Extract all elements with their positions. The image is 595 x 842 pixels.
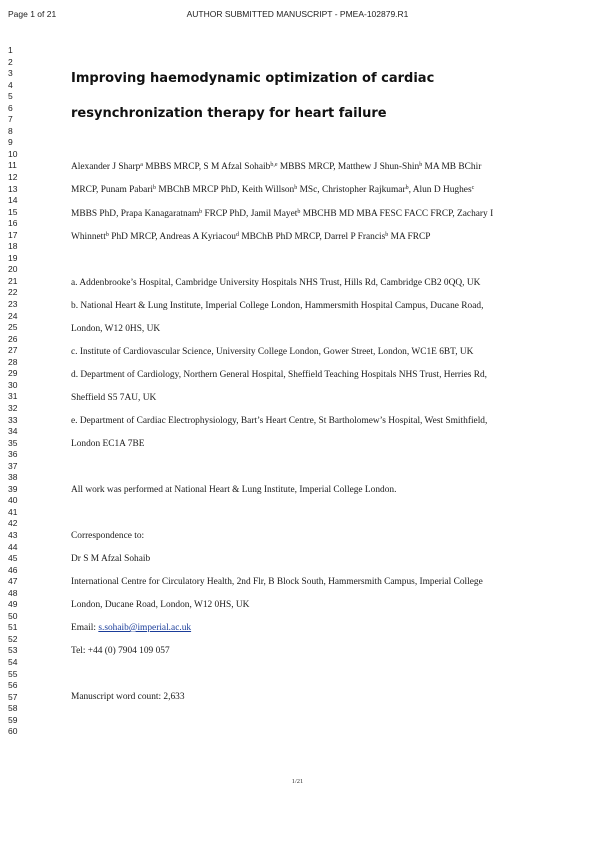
line-number: 17 — [8, 229, 18, 240]
line-number: 52 — [8, 633, 18, 644]
line-number: 6 — [8, 102, 13, 113]
page-footer: 1/21 — [291, 778, 304, 785]
line-number: 56 — [8, 680, 18, 691]
line-number: 16 — [8, 218, 18, 229]
line-number: 60 — [8, 726, 18, 737]
affiliation-e-line-2: London EC1A 7BE — [71, 439, 145, 449]
line-number: 45 — [8, 553, 18, 564]
line-number: 50 — [8, 610, 18, 621]
line-number: 35 — [8, 437, 18, 448]
affiliation-d-line-1: d. Department of Cardiology, Northern General Hospital, Sheffield Teaching Hospitals NHS Trust, Herries Rd, — [71, 370, 488, 380]
line-number: 10 — [8, 148, 18, 159]
line-number: 26 — [8, 333, 18, 344]
affiliation-c: c. Institute of Cardiovascular Science, University College London, Gower Street, London, WC1E 6BT, UK — [71, 347, 474, 357]
line-number: 46 — [8, 564, 18, 575]
correspondence-address-line-1: International Centre for Circulatory Health, 2nd Flr, B Block South, Hammersmith Campus, Imperial College — [71, 577, 483, 587]
line-number: 41 — [8, 506, 18, 517]
email-label: Email: — [71, 623, 99, 633]
line-number: 20 — [8, 264, 18, 275]
line-number: 11 — [8, 160, 17, 171]
line-number: 27 — [8, 345, 18, 356]
line-number: 47 — [8, 576, 18, 587]
line-number: 29 — [8, 368, 18, 379]
line-number: 42 — [8, 518, 18, 529]
author-line-3: MBBS PhD, Prapa Kanagaratnam$^b$ FRCP PhD, Jamil Mayet$^b$ MBCHB MD MBA FESC FACC FRCP, Zachary I — [71, 209, 494, 219]
line-number: 48 — [8, 587, 18, 598]
word-count: Manuscript word count: 2,633 — [71, 692, 185, 702]
line-number: 36 — [8, 449, 18, 460]
line-number: 13 — [8, 183, 18, 194]
affiliation-d-line-2: Sheffield S5 7AU, UK — [71, 393, 157, 403]
line-number: 54 — [8, 656, 18, 667]
line-number: 1 — [8, 45, 13, 55]
author-line-2: MRCP, Punam Pabari$^b$ MBChB MRCP PhD, Keith Willson$^b$ MSc, Christopher Rajkumar$^b$, Alun D Hughes$^c$ — [71, 185, 475, 195]
line-number: 28 — [8, 356, 18, 367]
line-number: 15 — [8, 206, 18, 217]
manuscript-header: AUTHOR SUBMITTED MANUSCRIPT - PMEA-102879.R1 — [186, 9, 409, 19]
author-line-1: Alexander J Sharp$^a$ MBBS MRCP, S M Afzal Sohaib$^{b,e}$ MBBS MRCP, Matthew J Shun-Shin$^b$ MA MB BChir — [71, 162, 482, 172]
paper-title-line-1: Improving haemodynamic optimization of cardiac — [71, 71, 435, 86]
line-number: 4 — [8, 79, 13, 90]
line-number: 38 — [8, 472, 18, 483]
line-number: 8 — [8, 125, 13, 136]
line-number: 5 — [8, 91, 13, 102]
line-number: 44 — [8, 541, 18, 552]
correspondence-tel: Tel: +44 (0) 7904 109 057 — [71, 646, 170, 656]
line-number: 32 — [8, 402, 18, 413]
line-number: 37 — [8, 460, 18, 471]
line-number: 9 — [8, 137, 13, 148]
line-number: 22 — [8, 287, 18, 298]
correspondence-address-line-2: London, Ducane Road, London, W12 0HS, UK — [71, 600, 250, 610]
line-number: 43 — [8, 529, 18, 540]
line-number: 55 — [8, 668, 18, 679]
work-statement: All work was performed at National Heart & Lung Institute, Imperial College London. — [71, 485, 397, 495]
line-numbers — [8, 45, 30, 738]
line-number: 51 — [8, 622, 18, 633]
line-number: 30 — [8, 379, 18, 390]
author-line-4: Whinnett$^b$ PhD MRCP, Andreas A Kyriacou$^d$ MBChB PhD MRCP, Darrel P Francis$^b$ MA FRCP — [71, 232, 431, 242]
correspondence-name: Dr S M Afzal Sohaib — [71, 554, 151, 564]
affiliation-b-line-1: b. National Heart & Lung Institute, Imperial College London, Hammersmith Hospital Campus, Ducane Road, — [71, 301, 484, 311]
line-number: 18 — [8, 241, 18, 252]
page-indicator: Page 1 of 21 — [8, 9, 57, 19]
line-number: 57 — [8, 691, 18, 702]
correspondence-heading: Correspondence to: — [71, 531, 145, 541]
line-number: 7 — [8, 114, 13, 125]
paper-title-line-2: resynchronization therapy for heart failure — [71, 106, 387, 121]
line-number: 25 — [8, 322, 18, 333]
line-number: 40 — [8, 495, 18, 506]
line-number: 58 — [8, 703, 18, 714]
line-number: 39 — [8, 483, 18, 494]
line-number: 24 — [8, 310, 18, 321]
line-number: 14 — [8, 195, 18, 206]
correspondence-email — [71, 623, 191, 633]
line-number: 12 — [8, 172, 18, 183]
affiliation-b-line-2: London, W12 0HS, UK — [71, 324, 161, 334]
line-number: 21 — [8, 275, 18, 286]
line-number: 33 — [8, 414, 18, 425]
line-number: 53 — [8, 645, 18, 656]
line-number: 49 — [8, 599, 18, 610]
affiliation-e-line-1: e. Department of Cardiac Electrophysiology, Bart’s Heart Centre, St Bartholomew’s Hospital, West Smithfield, — [71, 416, 488, 426]
line-number: 59 — [8, 714, 18, 725]
line-number: 23 — [8, 299, 18, 310]
line-number: 3 — [8, 68, 13, 79]
line-number: 2 — [8, 56, 13, 67]
affiliation-a: a. Addenbrooke’s Hospital, Cambridge University Hospitals NHS Trust, Hills Rd, Cambridge CB2 0QQ, UK — [71, 278, 481, 288]
line-number: 34 — [8, 426, 18, 437]
line-number: 31 — [8, 391, 18, 402]
line-number: 19 — [8, 252, 18, 263]
email-link[interactable]: s.sohaib@imperial.ac.uk — [98, 623, 192, 633]
